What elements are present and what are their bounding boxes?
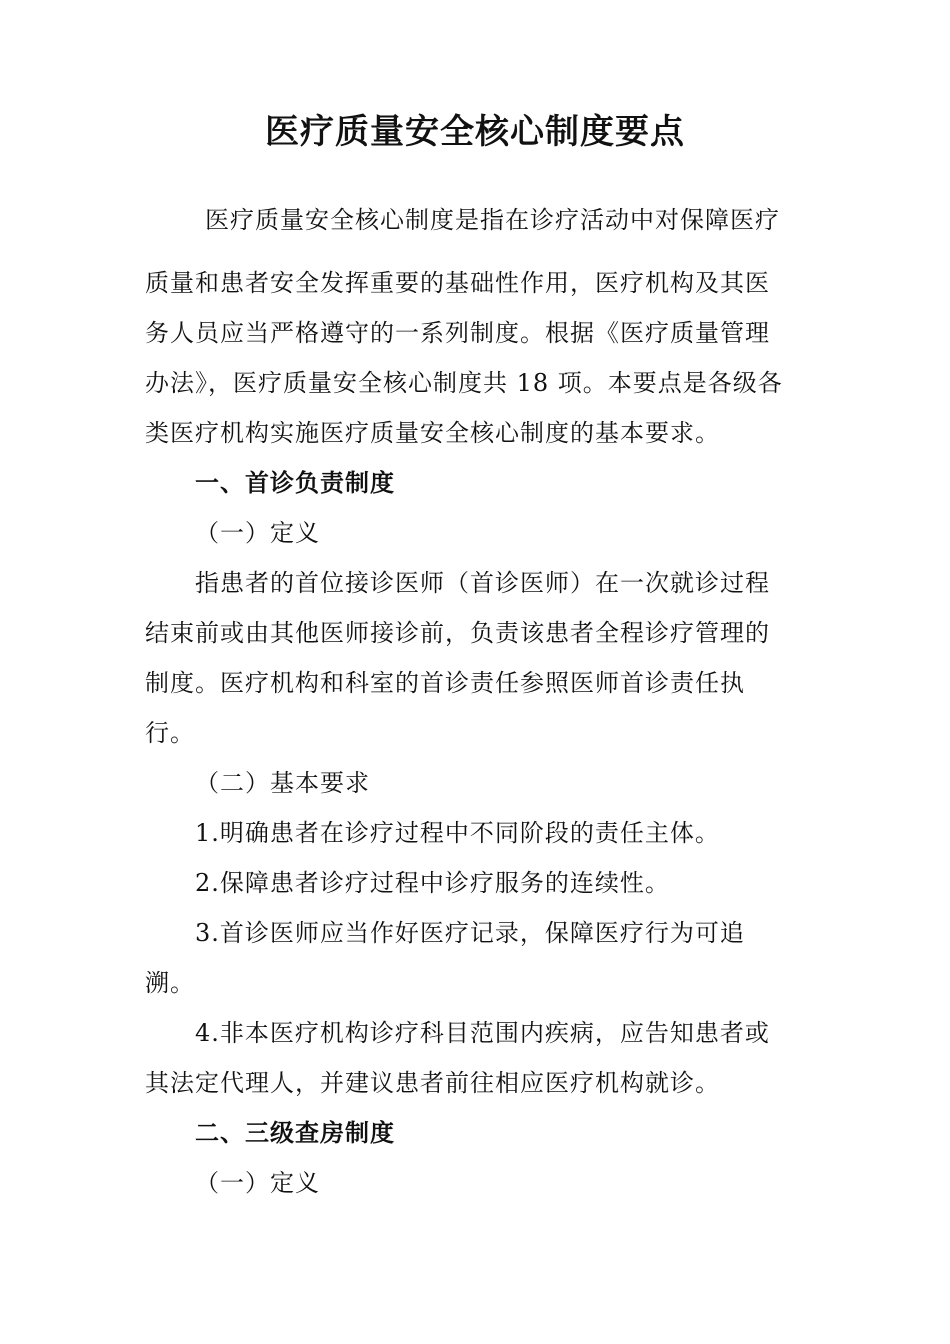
- requirement-2: 2.保障患者诊疗过程中诊疗服务的连续性。: [195, 869, 670, 897]
- definition-line-3: 制度。医疗机构和科室的首诊责任参照医师首诊责任执: [145, 669, 745, 697]
- document-title: 医疗质量安全核心制度要点: [265, 112, 685, 152]
- requirement-3-line-2: 溯。: [145, 969, 195, 997]
- requirement-4-line-2: 其法定代理人，并建议患者前往相应医疗机构就诊。: [145, 1069, 720, 1097]
- intro-line-5: 类医疗机构实施医疗质量安全核心制度的基本要求。: [145, 419, 720, 447]
- section-1-sub-2-heading: （二）基本要求: [195, 769, 370, 797]
- requirement-3-line-1: 3.首诊医师应当作好医疗记录，保障医疗行为可追: [195, 919, 745, 947]
- section-1-sub-1-heading: （一）定义: [195, 519, 320, 547]
- section-2-sub-1-heading: （一）定义: [195, 1169, 320, 1197]
- section-2-heading: 二、三级查房制度: [195, 1119, 395, 1147]
- intro-first-line: 医疗质量安全核心制度是指在诊疗活动中对保障医疗: [205, 206, 780, 234]
- definition-line-2: 结束前或由其他医师接诊前，负责该患者全程诊疗管理的: [145, 619, 770, 647]
- intro-line-3: 务人员应当严格遵守的一系列制度。根据《医疗质量管理: [145, 319, 770, 347]
- requirement-4-line-1: 4.非本医疗机构诊疗科目范围内疾病，应告知患者或: [195, 1019, 770, 1047]
- intro-line-2: 质量和患者安全发挥重要的基础性作用，医疗机构及其医: [145, 269, 770, 297]
- requirement-1: 1.明确患者在诊疗过程中不同阶段的责任主体。: [195, 819, 720, 847]
- definition-line-4: 行。: [145, 719, 195, 747]
- section-1-heading: 一、首诊负责制度: [195, 469, 395, 497]
- definition-line-1: 指患者的首位接诊医师（首诊医师）在一次就诊过程: [195, 569, 770, 597]
- intro-line-4: 办法》，医疗质量安全核心制度共 18 项。本要点是各级各: [145, 369, 783, 397]
